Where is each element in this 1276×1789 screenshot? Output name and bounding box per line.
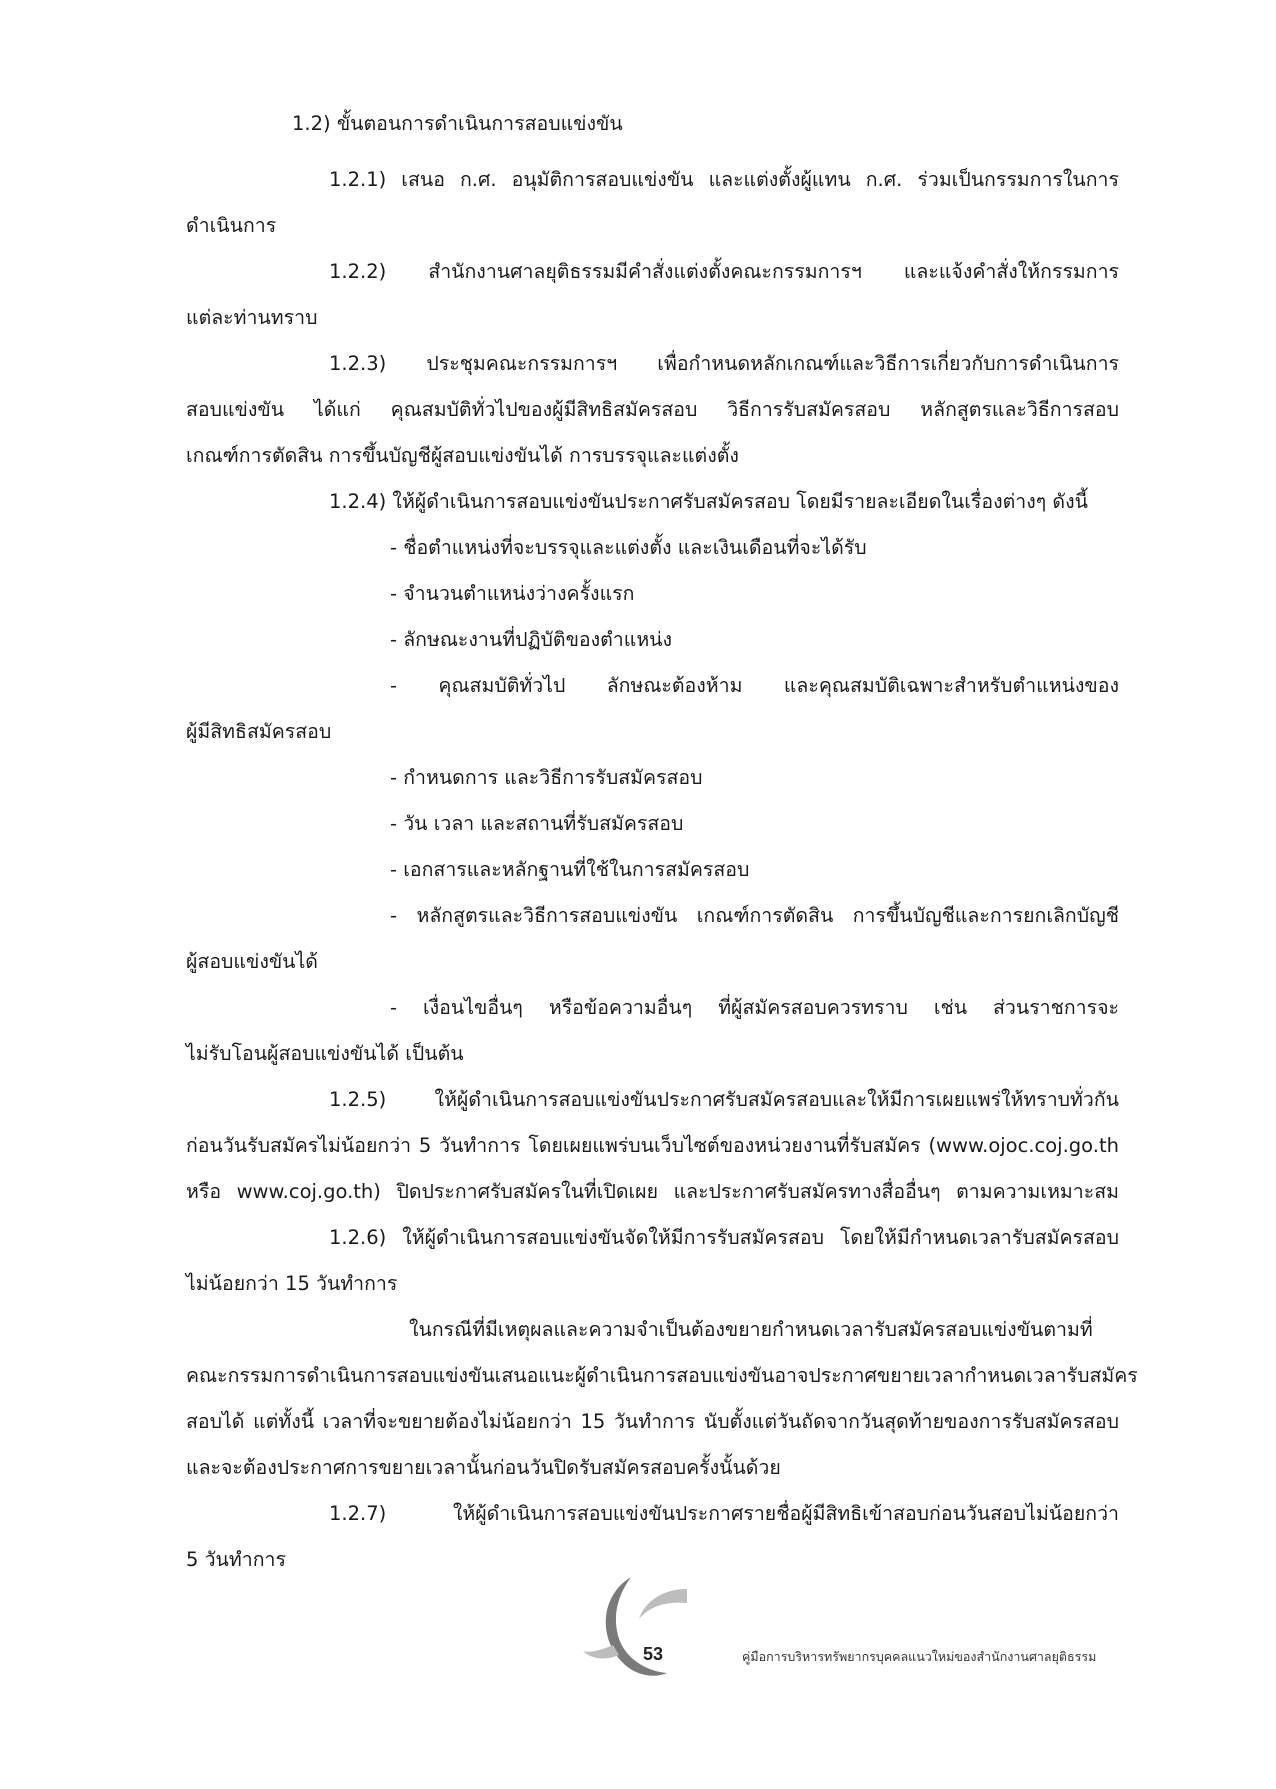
text-line: สอบแข่งขัน ได้แก่ คุณสมบัติทั่วไปของผู้มีสิทธิสมัครสอบ วิธีการรับสมัครสอบ หลักสูตรและวิธีการสอบ [186, 398, 1119, 421]
text-line: - จำนวนตำแหน่งว่างครั้งแรก [390, 582, 635, 605]
text-line: - วัน เวลา และสถานที่รับสมัครสอบ [390, 812, 684, 835]
text-line: คณะกรรมการดำเนินการสอบแข่งขันเสนอแนะ ผู้ดำเนินการสอบแข่งขันอาจประกาศขยายเวลากำหนด เวลารับสมัคร [186, 1364, 1138, 1387]
text-line: ผู้มีสิทธิสมัครสอบ [186, 720, 332, 743]
text-line: และจะต้องประกาศการขยายเวลานั้นก่อนวันปิดรับสมัครสอบครั้งนั้นด้วย [186, 1456, 781, 1479]
text-line: ในกรณีที่มีเหตุผลและความจำเป็นต้องขยายกำหนดเวลารับสมัครสอบแข่งขันตามที่ [409, 1318, 1093, 1341]
text-line: - กำหนดการ และวิธีการรับสมัครสอบ [390, 766, 703, 789]
text-line: - เอกสารและหลักฐานที่ใช้ในการสมัครสอบ [390, 858, 750, 881]
text-line: หรือ www.coj.go.th) ปิดประกาศรับสมัครในที่เปิดเผย และประกาศรับสมัครทางสื่ออื่นๆ ตามความเหมาะสม [186, 1180, 1119, 1203]
text-line: - ลักษณะงานที่ปฏิบัติของตำแหน่ง [390, 628, 673, 651]
text-line: - ชื่อตำแหน่งที่จะบรรจุและแต่งตั้ง และเงินเดือนที่จะได้รับ [390, 536, 867, 559]
text-line: สอบได้ แต่ทั้งนี้ เวลาที่จะขยายต้องไม่น้อยกว่า 15 วันทำการ นับตั้งแต่วันถัดจากวันสุดท้ายของการรับสมัครสอบ [186, 1410, 1119, 1433]
text-line: ไม่รับโอนผู้สอบแข่งขันได้ เป็นต้น [186, 1042, 464, 1065]
text-line: แต่ละท่านทราบ [186, 306, 318, 329]
text-line: - คุณสมบัติทั่วไป ลักษณะต้องห้าม และคุณสมบัติเฉพาะสำหรับตำแหน่งของ [390, 674, 1119, 697]
text-line: ดำเนินการ [186, 214, 277, 237]
text-line: เกณฑ์การตัดสิน การขึ้นบัญชีผู้สอบแข่งขันได้ การบรรจุและแต่งตั้ง [186, 444, 739, 467]
text-line: ไม่น้อยกว่า 15 วันทำการ [186, 1272, 398, 1295]
text-line: - หลักสูตรและวิธีการสอบแข่งขัน เกณฑ์การตัดสิน การขึ้นบัญชีและการยกเลิกบัญชี [390, 904, 1119, 927]
text-line: 1.2.4) ให้ผู้ดำเนินการสอบแข่งขันประกาศรับสมัครสอบ โดยมีรายละเอียดในเรื่องต่างๆ ดังนี้ [329, 490, 1088, 513]
text-line: 1.2.3) ประชุมคณะกรรมการฯ เพื่อกำหนดหลักเกณฑ์และวิธีการเกี่ยวกับการดำเนินการ [329, 352, 1119, 375]
text-line: ก่อนวันรับสมัครไม่น้อยกว่า 5 วันทำการ โดยเผยแพร่บนเว็บไซต์ของหน่วยงานที่รับสมัคร (www.ojoc.coj.go.th [186, 1134, 1119, 1157]
text-line: - เงื่อนไขอื่นๆ หรือข้อความอื่นๆ ที่ผู้สมัครสอบควรทราบ เช่น ส่วนราชการจะ [390, 996, 1119, 1019]
text-line: 1.2.6) ให้ผู้ดำเนินการสอบแข่งขันจัดให้มีการรับสมัครสอบ โดยให้มีกำหนดเวลารับสมัครสอบ [329, 1226, 1119, 1249]
footer-title: คู่มือการบริหารทรัพยากรบุคคลแนวใหม่ของสำนักงานศาลยุติธรรม [742, 1649, 1097, 1664]
text-line: ผู้สอบแข่งขันได้ [186, 950, 318, 973]
text-line: 1.2.2) สำนักงานศาลยุติธรรมมีคำสั่งแต่งตั้งคณะกรรมการฯ และแจ้งคำสั่งให้กรรมการ [329, 260, 1119, 283]
page-number: 53 [643, 1644, 664, 1664]
text-line: 1.2) ขั้นตอนการดำเนินการสอบแข่งขัน [292, 112, 623, 135]
text-line: 5 วันทำการ [186, 1548, 286, 1571]
text-line: 1.2.7) ให้ผู้ดำเนินการสอบแข่งขันประกาศรายชื่อผู้มีสิทธิเข้าสอบก่อนวันสอบไม่น้อยกว่า [329, 1502, 1119, 1525]
court-logo-icon [583, 1575, 693, 1680]
text-line: 1.2.5) ให้ผู้ดำเนินการสอบแข่งขันประกาศรับสมัครสอบและให้มีการเผยแพร่ให้ทราบทั่วกัน [329, 1088, 1119, 1111]
text-line: 1.2.1) เสนอ ก.ศ. อนุมัติการสอบแข่งขัน และแต่งตั้งผู้แทน ก.ศ. ร่วมเป็นกรรมการในการ [329, 168, 1119, 191]
